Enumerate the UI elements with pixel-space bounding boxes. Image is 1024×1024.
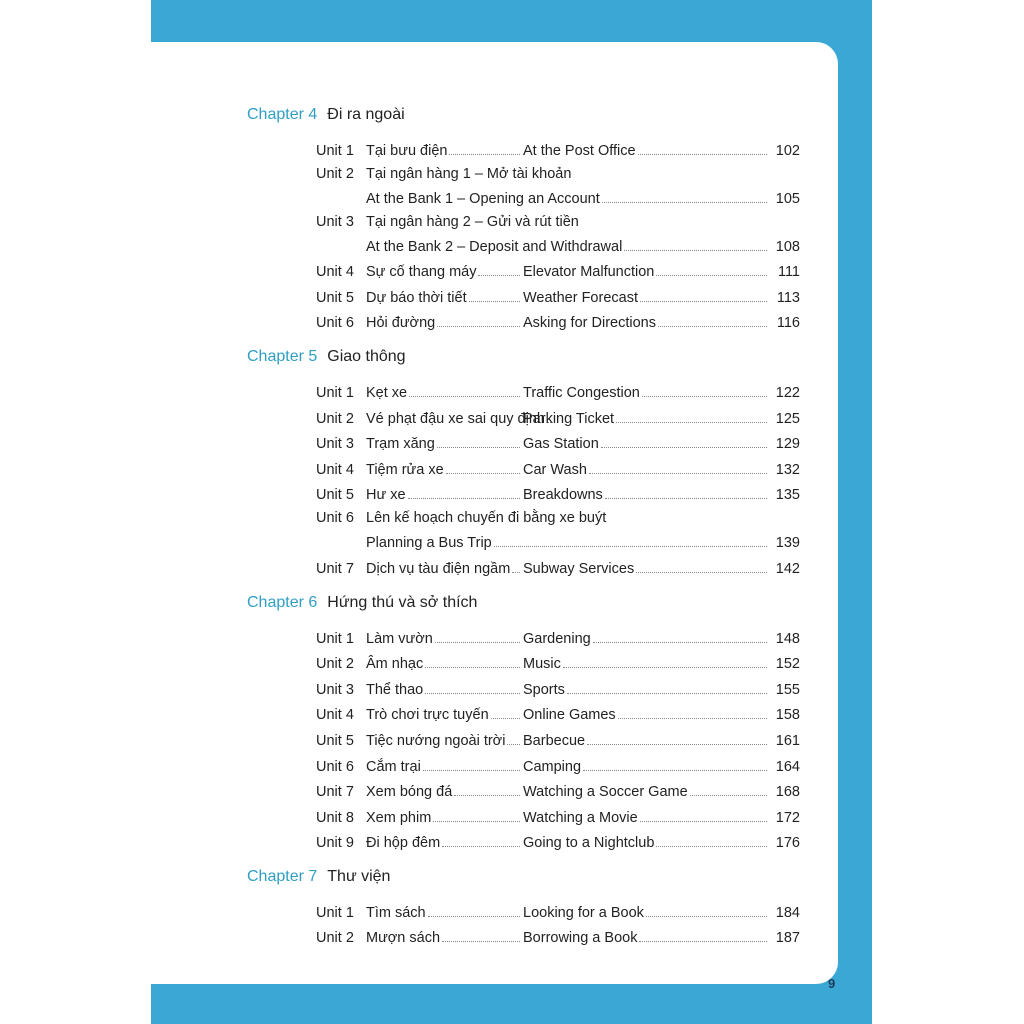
entry-line-english <box>316 230 800 255</box>
dot-leader <box>446 473 520 474</box>
unit-label: Unit 4 <box>316 264 354 281</box>
toc-entry[interactable] <box>316 621 800 647</box>
english-title: Going to a Nightclub <box>523 835 655 852</box>
chapter-heading[interactable] <box>247 345 800 369</box>
dot-leader <box>449 154 520 155</box>
toc-entry[interactable] <box>316 647 800 673</box>
toc-entry[interactable] <box>316 133 800 159</box>
page-ref: 135 <box>775 487 800 504</box>
entry-line-vietnamese <box>316 207 800 230</box>
unit-label: Unit 1 <box>316 142 354 159</box>
english-title: At the Bank 1 – Opening an Account <box>366 190 600 207</box>
vietnamese-cell <box>366 733 523 749</box>
english-title: Car Wash <box>523 461 587 478</box>
unit-label: Unit 3 <box>316 213 354 230</box>
chapter-number: Chapter 7 <box>247 868 318 886</box>
english-cell <box>523 905 770 921</box>
english-title: Watching a Soccer Game <box>523 784 688 801</box>
chapter-title: Thư viện <box>327 868 391 886</box>
page-ref: 108 <box>775 238 800 255</box>
vietnamese-title: Xem bóng đá <box>366 784 453 801</box>
page-ref: 142 <box>775 560 800 577</box>
dot-leader <box>639 941 767 942</box>
dot-leader <box>589 473 767 474</box>
dot-leader <box>656 846 767 847</box>
english-cell <box>523 930 770 946</box>
vietnamese-title: Âm nhạc <box>366 656 424 673</box>
toc-entry[interactable] <box>316 255 800 281</box>
vietnamese-cell <box>366 487 523 503</box>
vietnamese-cell <box>366 410 545 427</box>
page-ref: 148 <box>775 630 800 647</box>
toc-entry[interactable] <box>316 895 800 921</box>
entry-line-vietnamese <box>316 503 800 526</box>
vietnamese-cell <box>366 462 523 478</box>
dot-leader <box>428 916 520 917</box>
dot-leader <box>583 770 767 771</box>
unit-label: Unit 3 <box>316 681 354 698</box>
english-title: Gardening <box>523 630 591 647</box>
table-of-contents <box>247 103 800 946</box>
vietnamese-title: Kẹt xe <box>366 384 408 401</box>
entry-line-english <box>316 182 800 207</box>
english-title: Borrowing a Book <box>523 930 638 947</box>
vietnamese-title: Lên kế hoạch chuyến đi bằng xe buýt <box>366 510 607 527</box>
vietnamese-title: Tiệc nướng ngoài trời <box>366 732 506 749</box>
dot-leader <box>408 498 520 499</box>
page-ref: 176 <box>775 835 800 852</box>
english-cell <box>523 759 770 775</box>
vietnamese-title: Trò chơi trực tuyến <box>366 707 489 724</box>
english-cell <box>366 239 770 255</box>
unit-label: Unit 1 <box>316 384 354 401</box>
unit-label: Unit 4 <box>316 707 354 724</box>
dot-leader <box>636 572 767 573</box>
dot-leader <box>587 744 767 745</box>
toc-entry[interactable] <box>316 280 800 306</box>
vietnamese-title: Hư xe <box>366 487 406 504</box>
english-cell <box>523 835 770 851</box>
chapter-number: Chapter 5 <box>247 348 318 366</box>
toc-entry[interactable] <box>316 723 800 749</box>
english-title: Subway Services <box>523 560 635 577</box>
vietnamese-cell <box>366 631 523 647</box>
vietnamese-title: Tại bưu điện <box>366 142 448 159</box>
unit-label: Unit 2 <box>316 410 354 427</box>
english-title: At the Post Office <box>523 142 636 159</box>
dot-leader <box>437 447 520 448</box>
page-ref: 122 <box>775 384 800 401</box>
toc-entry[interactable] <box>316 775 800 801</box>
toc-entry[interactable] <box>316 306 800 332</box>
vietnamese-title: Tại ngân hàng 2 – Gửi và rút tiền <box>366 213 579 230</box>
dot-leader <box>409 396 520 397</box>
page-ref: 113 <box>776 289 800 306</box>
vietnamese-cell <box>366 707 523 723</box>
english-title: Barbecue <box>523 732 586 749</box>
english-cell <box>523 784 770 800</box>
english-cell <box>523 656 770 672</box>
toc-entry[interactable] <box>316 749 800 775</box>
page-ref: 105 <box>775 190 800 207</box>
english-title: Weather Forecast <box>523 289 638 306</box>
unit-label: Unit 5 <box>316 732 354 749</box>
toc-entry[interactable] <box>316 452 800 478</box>
vietnamese-title: Sự cố thang máy <box>366 264 477 281</box>
english-title: Camping <box>523 758 582 775</box>
unit-list <box>316 895 800 946</box>
unit-label: Unit 8 <box>316 809 354 826</box>
page-ref: 168 <box>775 784 800 801</box>
dot-leader <box>642 396 767 397</box>
unit-label: Unit 2 <box>316 165 354 182</box>
english-cell <box>523 315 770 331</box>
english-title: At the Bank 2 – Deposit and Withdrawal <box>366 238 623 255</box>
vietnamese-title: Cắm trại <box>366 758 421 775</box>
page-ref: 139 <box>775 535 800 552</box>
english-cell <box>523 561 770 577</box>
unit-label: Unit 6 <box>316 510 354 527</box>
unit-label: Unit 9 <box>316 835 354 852</box>
unit-label: Unit 7 <box>316 560 354 577</box>
unit-list <box>316 375 800 577</box>
vietnamese-title: Tại ngân hàng 1 – Mở tài khoản <box>366 165 572 182</box>
vietnamese-title: Tìm sách <box>366 904 426 921</box>
dot-leader <box>437 326 520 327</box>
unit-label: Unit 6 <box>316 315 354 332</box>
toc-entry[interactable] <box>316 427 800 453</box>
english-title: Looking for a Book <box>523 904 644 921</box>
dot-leader <box>433 821 520 822</box>
dot-leader <box>690 795 767 796</box>
vietnamese-title: Mượn sách <box>366 930 441 947</box>
unit-label: Unit 2 <box>316 656 354 673</box>
vietnamese-title: Tiệm rửa xe <box>366 461 444 478</box>
english-cell <box>523 631 770 647</box>
dot-leader <box>601 447 767 448</box>
toc-entry[interactable] <box>316 375 800 401</box>
entry-line-vietnamese <box>316 159 800 182</box>
page-ref: 155 <box>775 681 800 698</box>
dot-leader <box>494 546 767 547</box>
unit-list <box>316 621 800 851</box>
vietnamese-cell <box>366 385 523 401</box>
english-title: Traffic Congestion <box>523 384 640 401</box>
toc-entry[interactable] <box>316 800 800 826</box>
vietnamese-title: Thể thao <box>366 681 424 698</box>
toc-entry[interactable] <box>316 159 800 207</box>
english-title: Gas Station <box>523 436 599 453</box>
english-cell <box>366 535 770 551</box>
english-cell <box>523 143 770 159</box>
dot-leader <box>593 642 767 643</box>
english-title: Watching a Movie <box>523 809 638 826</box>
vietnamese-cell <box>366 315 523 331</box>
unit-label: Unit 1 <box>316 904 354 921</box>
vietnamese-cell <box>366 143 523 159</box>
entry-line-english <box>316 526 800 551</box>
english-cell <box>523 290 770 306</box>
chapter-title: Giao thông <box>327 348 406 366</box>
vietnamese-title: Làm vườn <box>366 630 433 647</box>
page-ref: 125 <box>775 410 800 427</box>
dot-leader <box>454 795 520 796</box>
english-cell <box>523 810 770 826</box>
vietnamese-cell <box>366 436 523 452</box>
dot-leader <box>435 642 520 643</box>
toc-entry[interactable] <box>316 826 800 852</box>
vietnamese-cell <box>366 682 523 698</box>
toc-entry[interactable] <box>316 503 800 551</box>
dot-leader <box>425 667 520 668</box>
chapter-title: Hứng thú và sở thích <box>327 593 478 611</box>
english-cell <box>366 191 770 207</box>
toc-entry[interactable] <box>316 698 800 724</box>
page-ref: 161 <box>775 732 800 749</box>
page-ref: 152 <box>775 656 800 673</box>
page-ref: 111 <box>777 264 800 281</box>
dot-leader <box>469 301 520 302</box>
dot-leader <box>442 846 520 847</box>
unit-list <box>316 133 800 331</box>
english-cell <box>523 682 770 698</box>
toc-entry[interactable] <box>316 401 800 427</box>
vietnamese-title: Dịch vụ tàu điện ngầm <box>366 560 511 577</box>
dot-leader <box>605 498 767 499</box>
toc-entry[interactable] <box>316 207 800 255</box>
dot-leader <box>512 572 520 573</box>
toc-entry[interactable] <box>316 921 800 947</box>
dot-leader <box>638 154 767 155</box>
dot-leader <box>646 916 767 917</box>
english-cell <box>523 411 770 427</box>
dot-leader <box>563 667 767 668</box>
unit-label: Unit 2 <box>316 930 354 947</box>
vietnamese-cell <box>366 784 523 800</box>
dot-leader <box>442 941 520 942</box>
dot-leader <box>640 821 767 822</box>
dot-leader <box>618 718 767 719</box>
english-title: Breakdowns <box>523 487 603 504</box>
vietnamese-cell <box>366 930 523 946</box>
dot-leader <box>658 326 767 327</box>
dot-leader <box>425 693 520 694</box>
unit-label: Unit 3 <box>316 436 354 453</box>
vietnamese-cell <box>366 905 523 921</box>
dot-leader <box>640 301 767 302</box>
page-ref: 164 <box>775 758 800 775</box>
page-ref: 102 <box>775 142 800 159</box>
vietnamese-cell <box>366 835 523 851</box>
dot-leader <box>616 422 767 423</box>
english-cell <box>523 707 770 723</box>
unit-label: Unit 6 <box>316 758 354 775</box>
vietnamese-title: Đi hộp đêm <box>366 835 441 852</box>
english-cell <box>523 462 770 478</box>
chapter-heading[interactable] <box>247 865 800 889</box>
english-cell <box>523 385 770 401</box>
vietnamese-cell <box>366 290 523 306</box>
vietnamese-title: Dự báo thời tiết <box>366 289 467 306</box>
page-ref: 129 <box>775 436 800 453</box>
dot-leader <box>602 202 767 203</box>
page-number: 9 <box>828 976 836 991</box>
english-cell <box>523 487 770 503</box>
dot-leader <box>507 744 520 745</box>
page-ref: 187 <box>775 930 800 947</box>
chapter-heading[interactable] <box>247 103 800 127</box>
vietnamese-title: Hỏi đường <box>366 315 436 332</box>
english-title: Online Games <box>523 707 616 724</box>
vietnamese-title: Vé phạt đậu xe sai quy định <box>366 410 545 427</box>
unit-label: Unit 5 <box>316 487 354 504</box>
chapter-heading[interactable] <box>247 591 800 615</box>
dot-leader <box>423 770 520 771</box>
vietnamese-cell <box>366 264 523 280</box>
vietnamese-cell <box>366 561 523 577</box>
unit-label: Unit 5 <box>316 289 354 306</box>
english-title: Elevator Malfunction <box>523 264 655 281</box>
chapter-number: Chapter 6 <box>247 593 318 611</box>
dot-leader <box>491 718 520 719</box>
english-title: Music <box>523 656 561 673</box>
vietnamese-title: Trạm xăng <box>366 436 435 453</box>
dot-leader <box>478 275 520 276</box>
dot-leader <box>656 275 767 276</box>
vietnamese-cell <box>366 759 523 775</box>
toc-entry[interactable] <box>316 551 800 577</box>
vietnamese-title: Xem phim <box>366 809 432 826</box>
english-title: Planning a Bus Trip <box>366 535 492 552</box>
unit-label: Unit 4 <box>316 461 354 478</box>
english-cell <box>523 733 770 749</box>
english-title: Parking Ticket <box>523 410 615 427</box>
toc-entry[interactable] <box>316 478 800 504</box>
page-ref: 116 <box>776 315 800 332</box>
dot-leader <box>567 693 767 694</box>
english-cell <box>523 436 770 452</box>
chapter-number: Chapter 4 <box>247 106 318 123</box>
vietnamese-cell <box>366 810 523 826</box>
english-title: Sports <box>523 681 565 698</box>
toc-entry[interactable] <box>316 672 800 698</box>
vietnamese-cell <box>366 656 523 672</box>
dot-leader <box>624 250 767 251</box>
chapter-title: Đi ra ngoài <box>327 106 405 123</box>
page-ref: 172 <box>775 809 800 826</box>
english-title: Asking for Directions <box>523 315 656 332</box>
unit-label: Unit 7 <box>316 784 354 801</box>
page-ref: 184 <box>775 904 800 921</box>
page-ref: 158 <box>775 707 800 724</box>
english-cell <box>523 264 770 280</box>
unit-label: Unit 1 <box>316 630 354 647</box>
page-ref: 132 <box>775 461 800 478</box>
